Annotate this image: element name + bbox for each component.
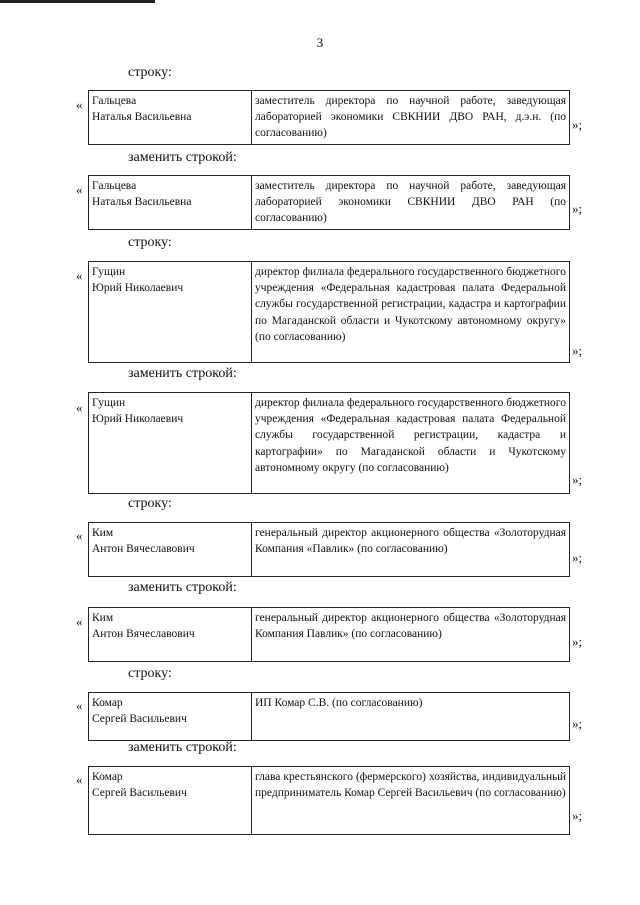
label-replace-with: заменить строкой: (128, 740, 237, 755)
person-name-cell (89, 393, 252, 494)
label-row-old: строку: (128, 235, 172, 250)
entry-table (88, 261, 570, 363)
label-row-old: строку: (128, 666, 172, 681)
close-quote: »; (572, 343, 583, 358)
entry-table (88, 90, 570, 145)
person-name-cell (89, 176, 252, 230)
position-cell: ИП Комар С.В. (по согласованию) (252, 693, 570, 741)
surname: Гальцева (92, 180, 137, 192)
position-cell: заместитель директора по научной работе, заведующая лабораторией экономики СВКНИИ ДВО РАН (по согласованию) (252, 176, 570, 230)
first-patronymic: Юрий Николаевич (92, 282, 184, 295)
open-quote: « (76, 772, 83, 787)
position-cell: заместитель директора по научной работе, заведующая лабораторией экономики СВКНИИ ДВО РАН, д.э.н. (по согласованию) (252, 91, 570, 145)
close-quote: »; (572, 808, 583, 823)
open-quote: « (76, 182, 83, 197)
position-cell: генеральный директор акционерного общества «Золоторудная Компания «Павлик» (по согласованию) (252, 523, 570, 577)
label-replace-with: заменить строкой: (128, 580, 237, 595)
first-patronymic: Антон Вячеславович (92, 628, 195, 641)
position-cell: директор филиала федерального государственного бюджетного учреждения «Федеральная кадастровая палата Федеральной службы государственной регистрации, кадастра и картографии» по Магаданской области и Чукотскому автономному округу (по согласованию) (252, 393, 570, 494)
person-name-cell (89, 608, 252, 662)
open-quote: « (76, 614, 83, 629)
person-name-cell (89, 767, 252, 835)
first-patronymic: Сергей Васильевич (92, 787, 187, 800)
label-row-old: строку: (128, 496, 172, 511)
first-patronymic: Сергей Васильевич (92, 713, 187, 726)
open-quote: « (76, 528, 83, 543)
position-cell: генеральный директор акционерного общества «Золоторудная Компания Павлик» (по согласованию) (252, 608, 570, 662)
open-quote: « (76, 268, 83, 283)
position-cell: глава крестьянского (фермерского) хозяйства, индивидуальный предприниматель Комар Сергей Васильевич (по согласованию) (252, 767, 570, 835)
person-name-cell (89, 523, 252, 577)
label-replace-with: заменить строкой: (128, 150, 237, 165)
close-quote: »; (572, 550, 583, 565)
close-quote: »; (572, 201, 583, 216)
close-quote: »; (572, 472, 583, 487)
person-name-cell (89, 693, 252, 741)
entry-table (88, 392, 570, 494)
person-name-cell (89, 91, 252, 145)
first-patronymic: Наталья Васильевна (92, 111, 192, 124)
surname: Комар (92, 697, 123, 709)
entry-table (88, 522, 570, 577)
position-cell: директор филиала федерального государственного бюджетного учреждения «Федеральная кадастровая палата Федеральной службы государственной регистрации, кадастра и картографии по Магаданской области и Чукотскому автономному округу» (по согласованию) (252, 262, 570, 363)
entry-table (88, 175, 570, 230)
surname: Ким (92, 612, 114, 624)
first-patronymic: Юрий Николаевич (92, 413, 184, 426)
label-row-old: строку: (128, 65, 172, 80)
entry-table (88, 607, 570, 662)
surname: Гальцева (92, 95, 137, 107)
entry-table (88, 766, 570, 835)
open-quote: « (76, 400, 83, 415)
close-quote: »; (572, 716, 583, 731)
open-quote: « (76, 698, 83, 713)
surname: Ким (92, 527, 114, 539)
close-quote: »; (572, 117, 583, 132)
open-quote: « (76, 97, 83, 112)
first-patronymic: Антон Вячеславович (92, 543, 195, 556)
person-name-cell (89, 262, 252, 363)
first-patronymic: Наталья Васильевна (92, 196, 192, 209)
entry-table (88, 692, 570, 741)
scan-edge-mark (0, 0, 155, 3)
surname: Комар (92, 771, 123, 783)
surname: Гущин (92, 266, 126, 278)
surname: Гущин (92, 397, 126, 409)
page-number: 3 (316, 35, 324, 50)
close-quote: »; (572, 634, 583, 649)
label-replace-with: заменить строкой: (128, 366, 237, 381)
